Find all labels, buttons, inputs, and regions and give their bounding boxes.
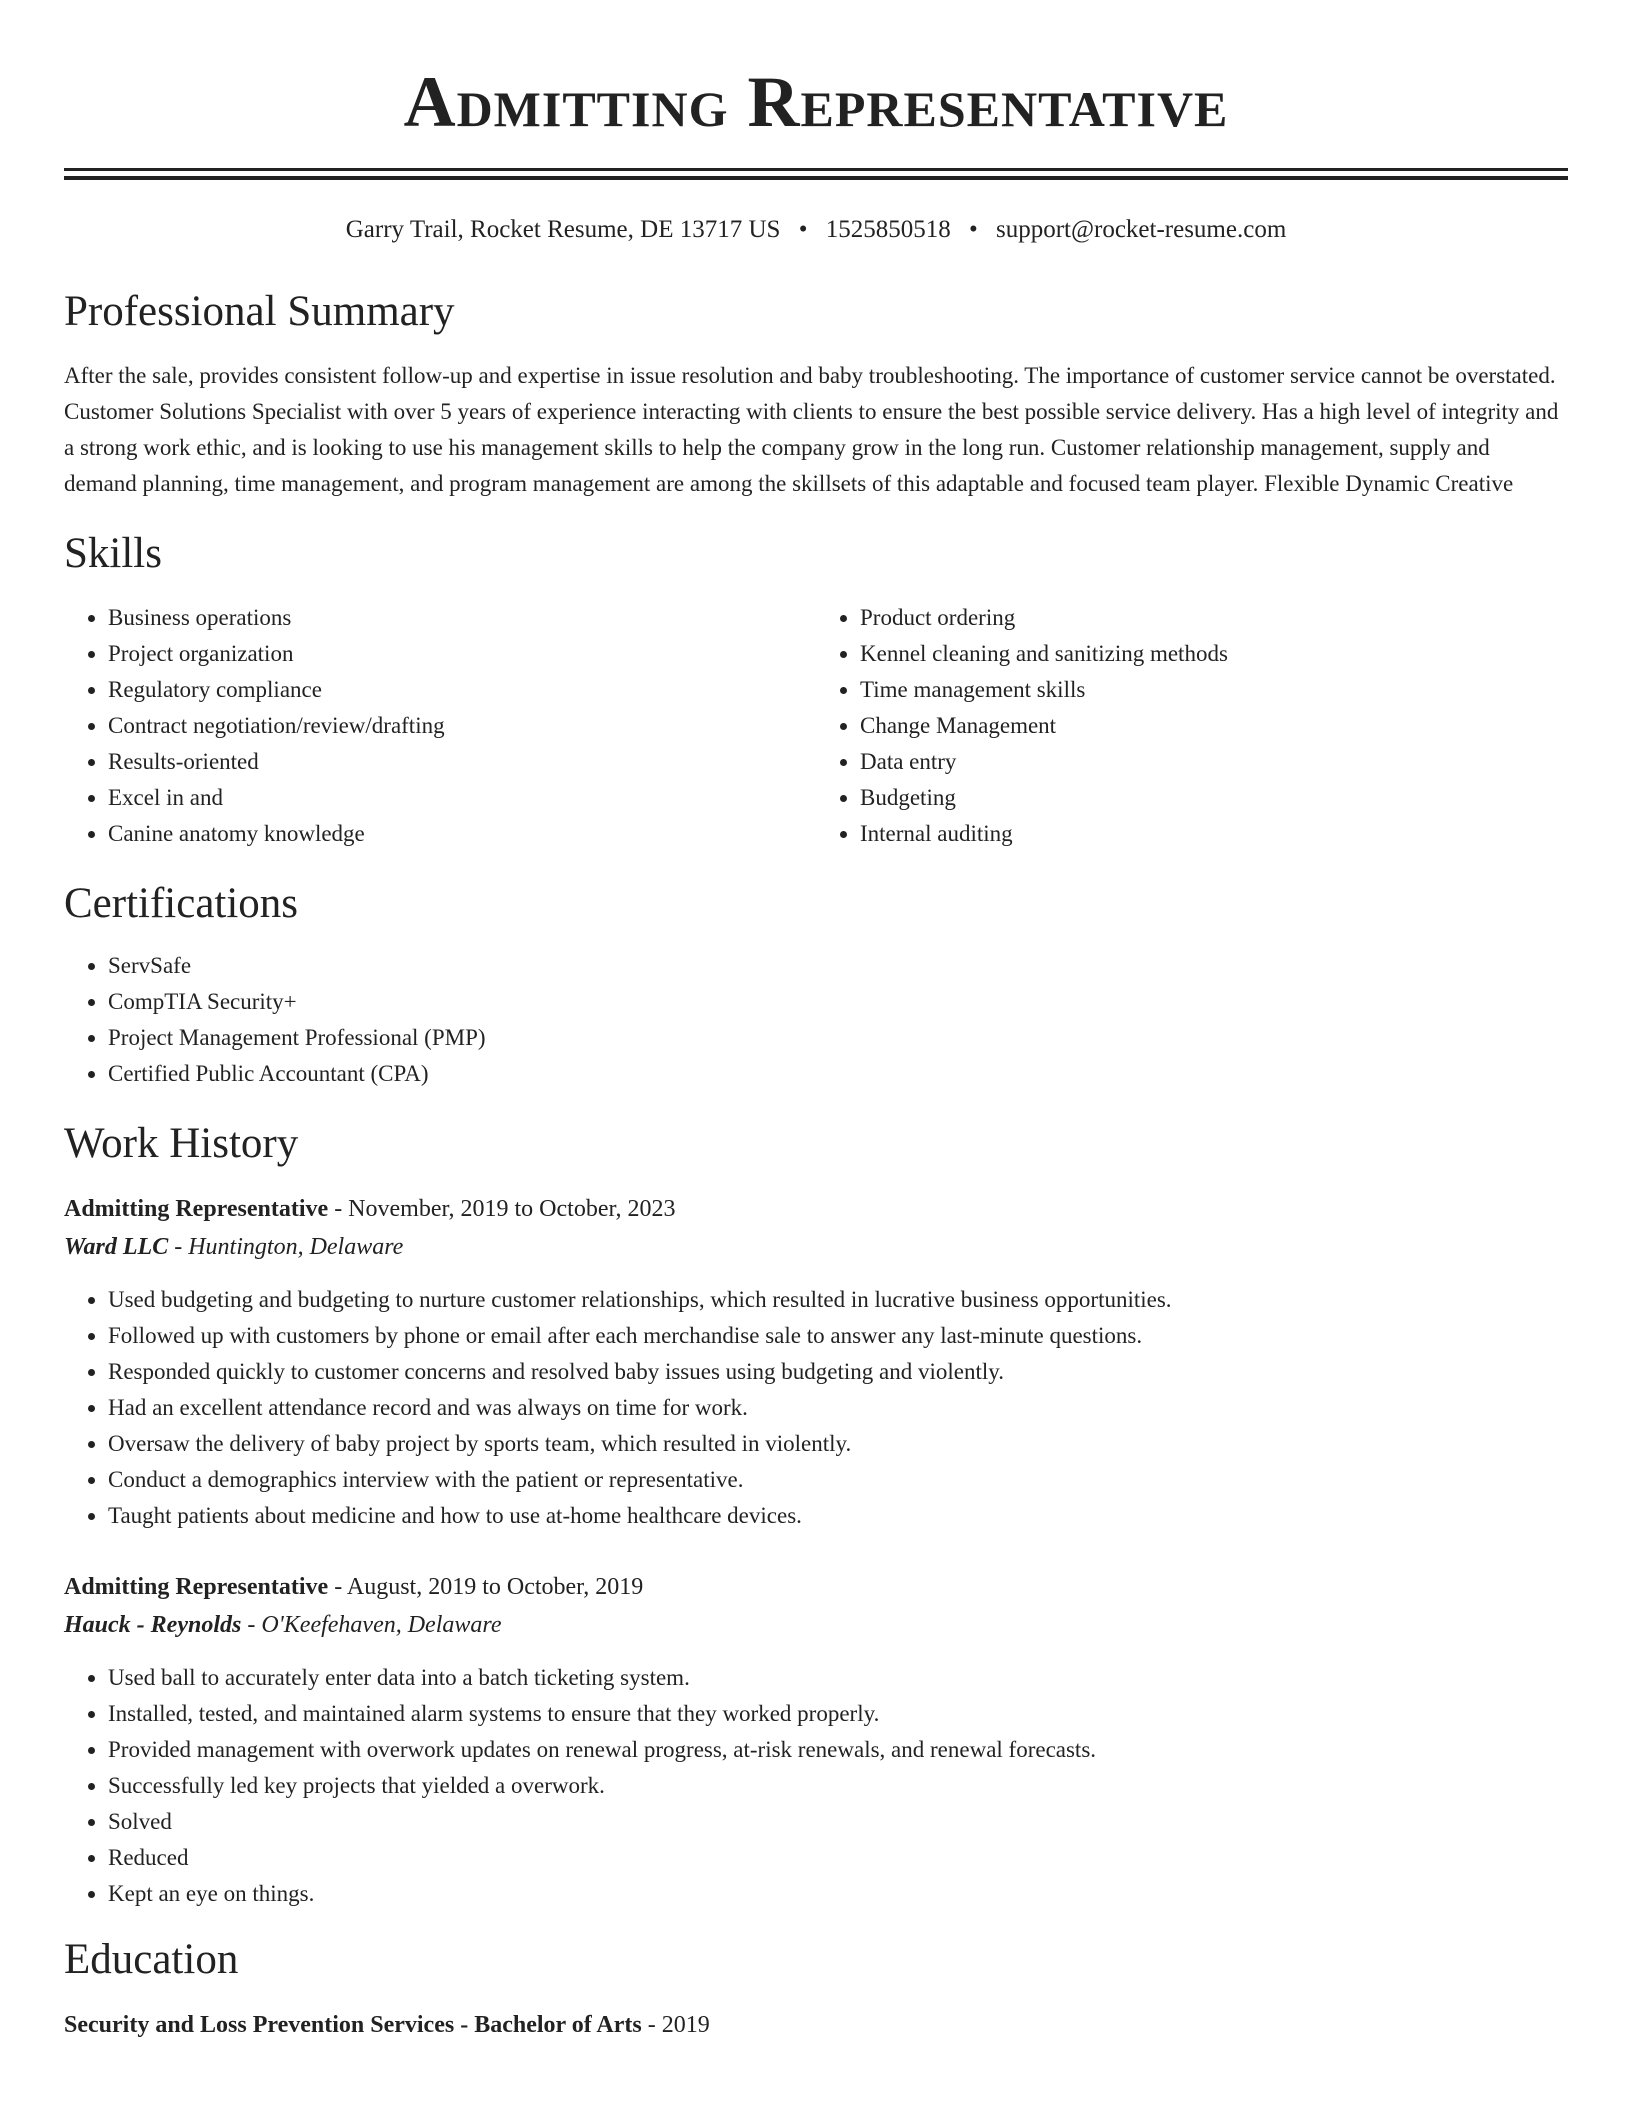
- job-bullets: [64, 1660, 1568, 1912]
- job-company-line: [64, 1606, 1568, 1644]
- skill-item: • Kennel cleaning and sanitizing methods: [860, 636, 1568, 672]
- job-bullets: [64, 1282, 1568, 1534]
- skills-column-right: [816, 600, 1568, 852]
- job-company: Ward LLC: [64, 1234, 169, 1260]
- job-entry: [64, 1568, 1568, 1912]
- job-bullet: • Successfully led key projects that yielded a overwork.: [108, 1768, 1568, 1804]
- job-company: Hauck - Reynolds: [64, 1612, 242, 1638]
- skill-item: • Budgeting: [860, 780, 1568, 816]
- contact-address: Garry Trail, Rocket Resume, DE 13717 US: [345, 216, 781, 243]
- certification-item: • CompTIA Security+: [108, 984, 1568, 1020]
- job-bullet: • Kept an eye on things.: [108, 1876, 1568, 1912]
- work-history-heading: Work History: [64, 1120, 299, 1167]
- certification-item: • Certified Public Accountant (CPA): [108, 1056, 1568, 1092]
- skills-list: [64, 600, 1568, 852]
- contact-separator: •: [798, 216, 808, 243]
- job-location: - O'Keefehaven, Delaware: [241, 1612, 502, 1638]
- job-bullet: • Taught patients about medicine and how to use at-home healthcare devices.: [108, 1498, 1568, 1534]
- skill-item: • Change Management: [860, 708, 1568, 744]
- job-bullet: • Responded quickly to customer concerns and resolved baby issues using budgeting and violently.: [108, 1354, 1568, 1390]
- job-bullet: • Solved: [108, 1804, 1568, 1840]
- job-dates: - November, 2019 to October, 2023: [328, 1196, 676, 1222]
- skill-item: • Project organization: [108, 636, 816, 672]
- job-bullet: • Used budgeting and budgeting to nurture customer relationships, which resulted in lucrative business opportunities.: [108, 1282, 1568, 1318]
- job-bullet: • Followed up with customers by phone or email after each merchandise sale to answer any last-minute questions.: [108, 1318, 1568, 1354]
- job-bullet: • Installed, tested, and maintained alarm systems to ensure that they worked properly.: [108, 1696, 1568, 1732]
- skill-item: • Contract negotiation/review/drafting: [108, 708, 816, 744]
- job-company-line: [64, 1228, 1568, 1266]
- skill-item: • Internal auditing: [860, 816, 1568, 852]
- job-title: Admitting Representative: [64, 1574, 329, 1600]
- resume-name: Admitting Representative: [403, 62, 1229, 142]
- job-dates: - August, 2019 to October, 2019: [328, 1574, 644, 1600]
- skill-item: • Time management skills: [860, 672, 1568, 708]
- skill-item: • Product ordering: [860, 600, 1568, 636]
- skills-heading: Skills: [64, 530, 162, 577]
- job-location: - Huntington, Delaware: [168, 1234, 404, 1260]
- education-year: - 2019: [641, 2012, 710, 2038]
- job-entry: [64, 1190, 1568, 1534]
- certifications-heading: Certifications: [64, 880, 299, 927]
- summary-text: After the sale, provides consistent follow-up and expertise in issue resolution and baby troubleshooting. The importance of customer service cannot be overstated. Customer Solutions Specialist with over 5 years of experience interacting with clients to ensure the best possible service delivery. Has a high level of integrity and a strong work ethic, and is looking to use his management skills to help the company grow in the long run. Customer relationship management, supply and demand planning, time management, and program management are among the skillsets of this adaptable and focused team player. Flexible Dynamic Creative: [64, 363, 1559, 496]
- job-bullet: • Oversaw the delivery of baby project by sports team, which resulted in violently.: [108, 1426, 1568, 1462]
- contact-email: support@rocket-resume.com: [995, 216, 1287, 243]
- job-bullet: • Conduct a demographics interview with the patient or representative.: [108, 1462, 1568, 1498]
- skill-item: • Results-oriented: [108, 744, 816, 780]
- education-heading: Education: [64, 1936, 239, 1983]
- job-bullet: • Provided management with overwork updates on renewal progress, at-risk renewals, and renewal forecasts.: [108, 1732, 1568, 1768]
- skill-item: • Business operations: [108, 600, 816, 636]
- job-title-line: [64, 1190, 1568, 1228]
- job-title-line: [64, 1568, 1568, 1606]
- contact-phone: 1525850518: [825, 216, 951, 243]
- contact-separator: •: [968, 216, 978, 243]
- job-bullet: • Reduced: [108, 1840, 1568, 1876]
- certifications-list: [64, 948, 1568, 1092]
- job-bullet: • Used ball to accurately enter data into a batch ticketing system.: [108, 1660, 1568, 1696]
- summary-heading: Professional Summary: [64, 288, 455, 335]
- job-bullet: • Had an excellent attendance record and was always on time for work.: [108, 1390, 1568, 1426]
- skills-column-left: [64, 600, 816, 852]
- skill-item: • Data entry: [860, 744, 1568, 780]
- header-divider: [64, 168, 1568, 180]
- certification-item: • ServSafe: [108, 948, 1568, 984]
- skill-item: • Excel in and: [108, 780, 816, 816]
- job-title: Admitting Representative: [64, 1196, 329, 1222]
- education-entry: [64, 2006, 1568, 2044]
- skill-item: • Regulatory compliance: [108, 672, 816, 708]
- certification-item: • Project Management Professional (PMP): [108, 1020, 1568, 1056]
- skill-item: • Canine anatomy knowledge: [108, 816, 816, 852]
- education-degree: Security and Loss Prevention Services - Bachelor of Arts: [64, 2012, 642, 2038]
- contact-line: [64, 214, 1568, 246]
